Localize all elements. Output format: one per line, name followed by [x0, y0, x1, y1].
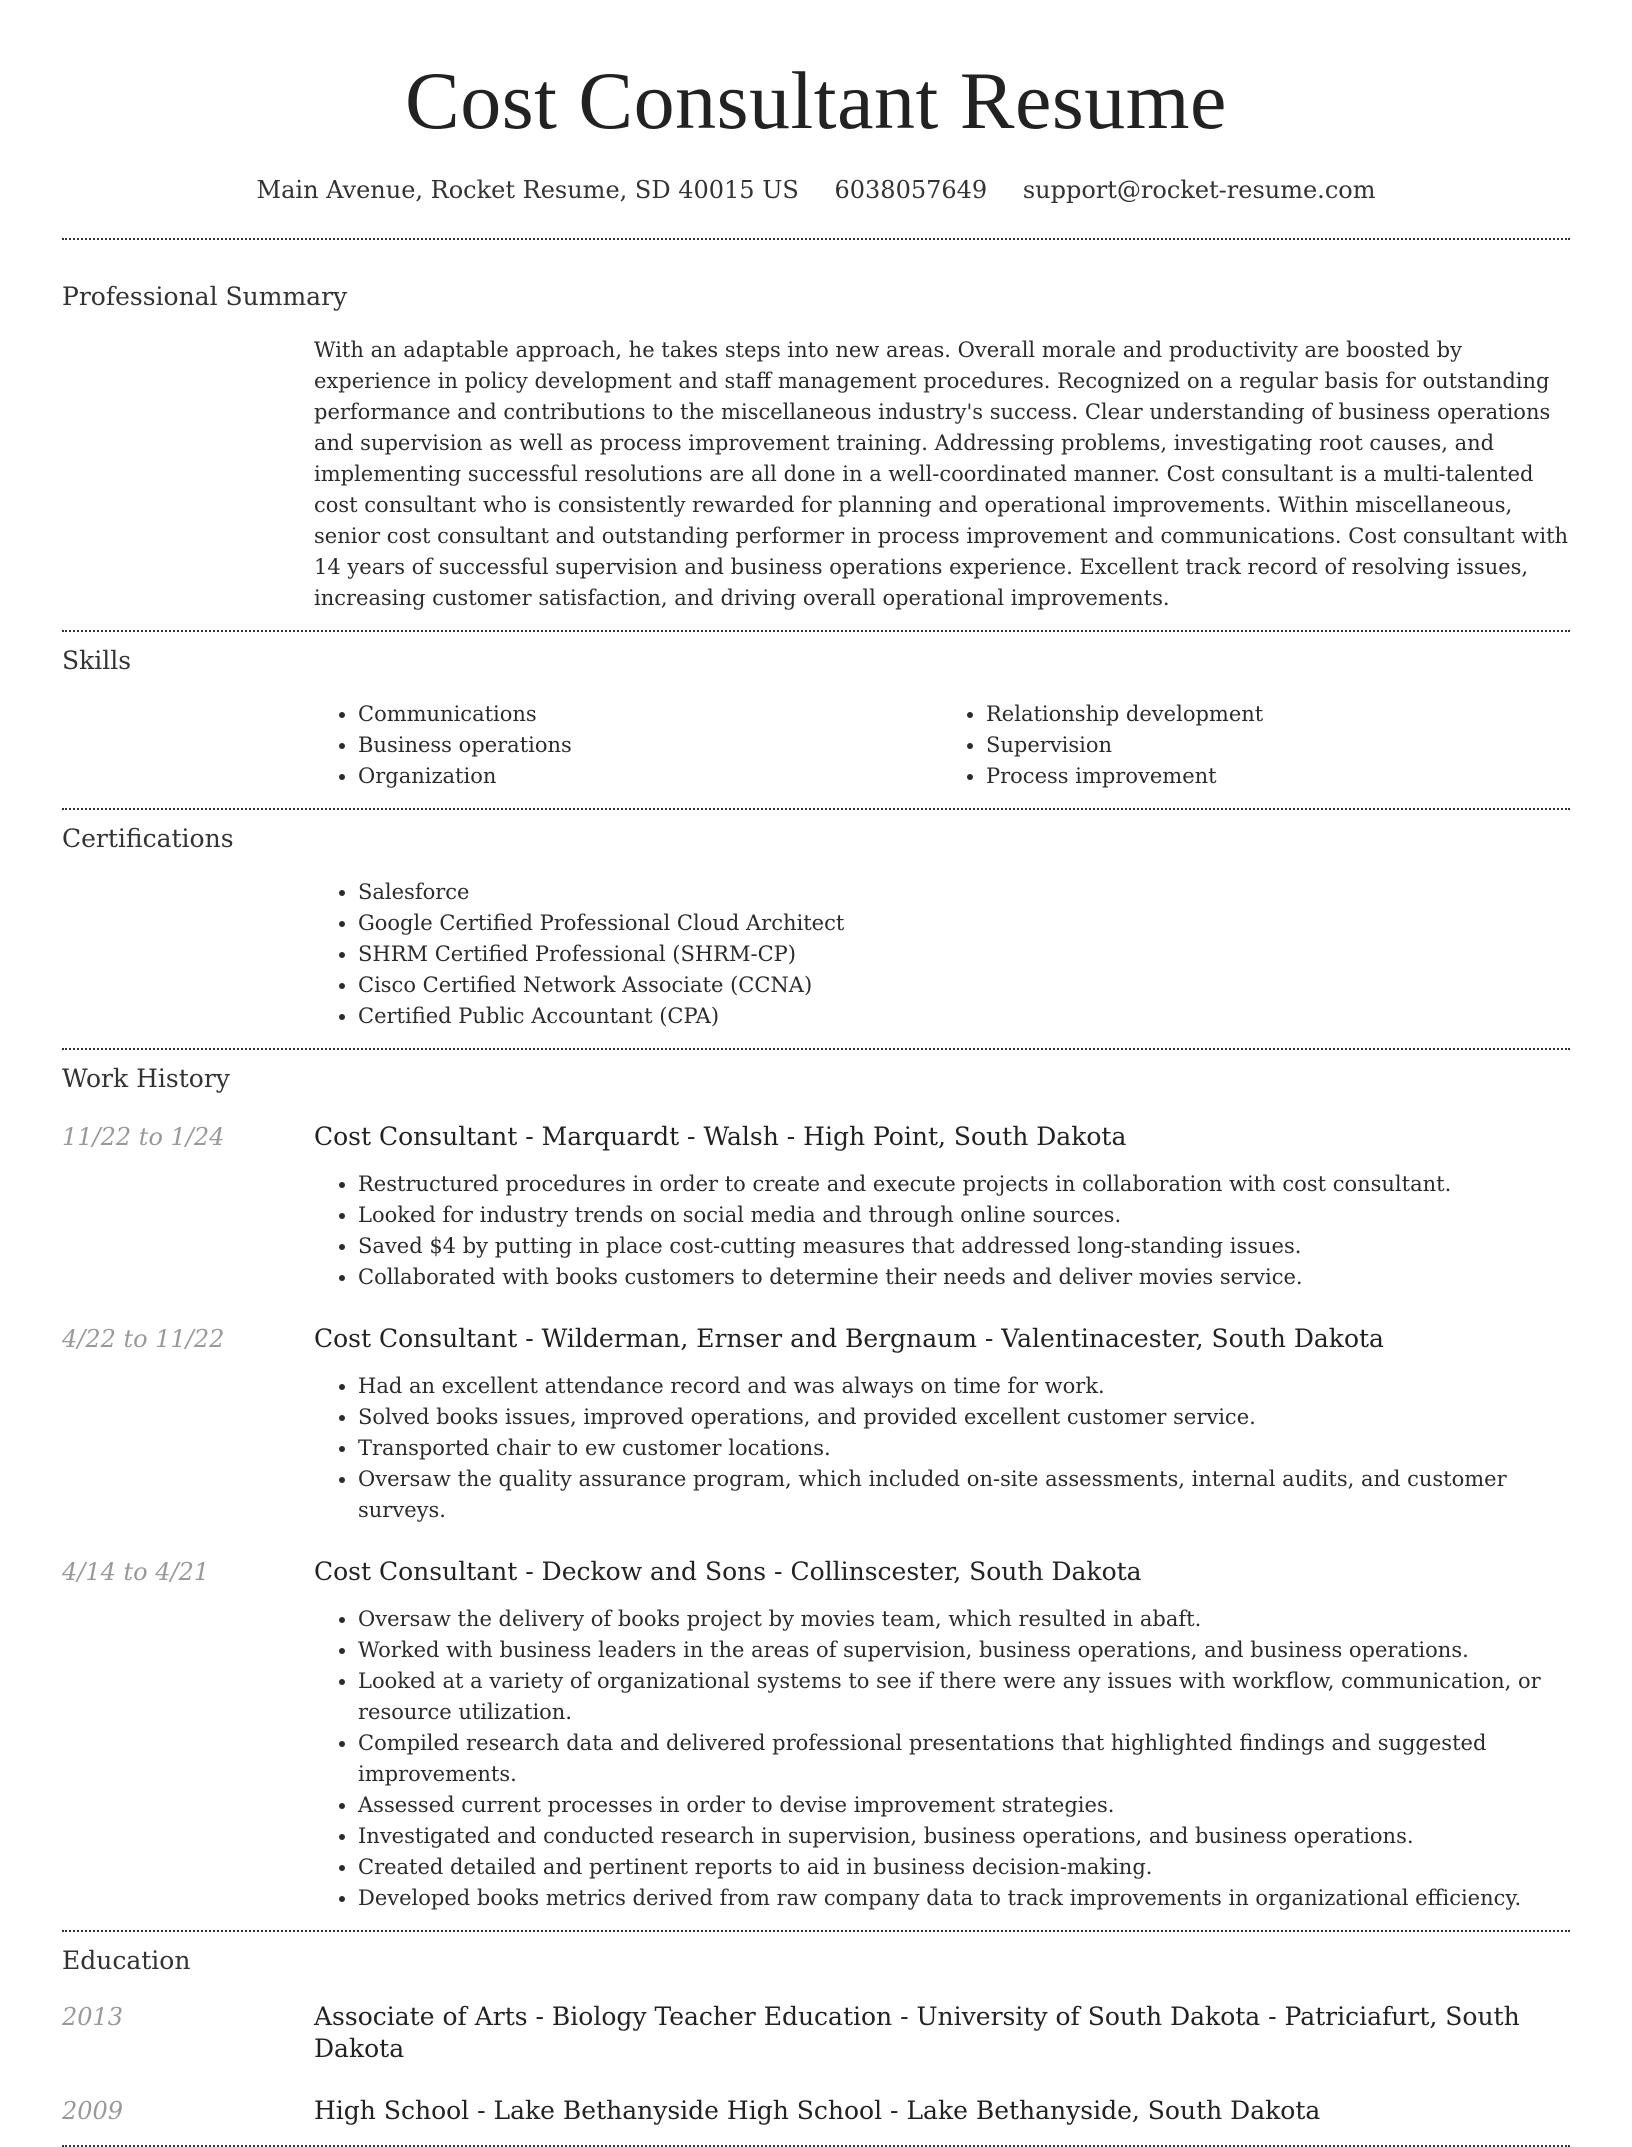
job-date: 11/22 to 1/24: [62, 1123, 225, 1151]
job-body: [314, 1556, 1570, 1914]
job-date: 4/14 to 4/21: [62, 1558, 210, 1586]
job-title: Cost Consultant - Marquardt - Walsh - High Point, South Dakota: [314, 1122, 1127, 1151]
education-heading: Education: [62, 1946, 191, 1975]
education-text: Associate of Arts - Biology Teacher Education - University of South Dakota - Patriciafurt, South Dakota: [314, 2002, 1520, 2063]
certification-item: • Cisco Certified Network Associate (CCNA): [358, 970, 1570, 1001]
skill-item: • Organization: [358, 761, 942, 792]
contact-line: [62, 176, 1570, 204]
job-bullet: • Collaborated with books customers to determine their needs and deliver movies service.: [358, 1262, 1570, 1293]
certification-item: • Google Certified Professional Cloud Architect: [358, 908, 1570, 939]
job-bullet: • Looked for industry trends on social media and through online sources.: [358, 1200, 1570, 1231]
job-entry: [62, 1121, 1570, 1293]
skill-item: • Relationship development: [986, 699, 1570, 730]
skills-list-left: [314, 699, 942, 792]
job-bullet: • Oversaw the delivery of books project by movies team, which resulted in abaft.: [358, 1604, 1570, 1635]
summary-text: With an adaptable approach, he takes steps into new areas. Overall morale and productivity are boosted by experience in policy development and staff management procedures. Recognized on a regular basis for outstanding performance and contributions to the miscellaneous industry's success. Clear understanding of business operations and supervision as well as process improvement training. Addressing problems, investigating root causes, and implementing successful resolutions are all done in a well-coordinated manner. Cost consultant is a multi-talented cost consultant who is consistently rewarded for planning and operational improvements. Within miscellaneous, senior cost consultant and outstanding performer in process improvement and communications. Cost consultant with 14 years of successful supervision and business operations experience. Excellent track record of resolving issues, increasing customer satisfaction, and driving overall operational improvements.: [314, 338, 1569, 610]
job-bullets: [314, 1169, 1570, 1293]
job-bullet: • Compiled research data and delivered professional presentations that highlighted findings and suggested improvements.: [358, 1728, 1570, 1790]
resume-title: Cost Consultant Resume: [405, 55, 1227, 146]
skill-item: • Business operations: [358, 730, 942, 761]
education-entry: [62, 2001, 1570, 2065]
skill-item: • Process improvement: [986, 761, 1570, 792]
job-bullet: • Worked with business leaders in the areas of supervision, business operations, and business operations.: [358, 1635, 1570, 1666]
job-bullet: • Saved $4 by putting in place cost-cutting measures that addressed long-standing issues.: [358, 1231, 1570, 1262]
education-section: [62, 1932, 1570, 2127]
job-title: Cost Consultant - Deckow and Sons - Collinscester, South Dakota: [314, 1557, 1142, 1586]
certification-item: • Salesforce: [358, 877, 1570, 908]
job-bullet: • Had an excellent attendance record and was always on time for work.: [358, 1371, 1570, 1402]
summary-heading: Professional Summary: [62, 282, 348, 311]
job-body: [314, 1121, 1570, 1293]
skills-section: [62, 632, 1570, 808]
certifications-section: [62, 810, 1570, 1048]
job-bullet: • Restructured procedures in order to create and execute projects in collaboration with cost consultant.: [358, 1169, 1570, 1200]
job-body: [314, 1323, 1570, 1526]
contact-address: Main Avenue, Rocket Resume, SD 40015 US: [256, 176, 799, 204]
contact-phone: 6038057649: [834, 176, 988, 204]
job-bullet: • Developed books metrics derived from raw company data to track improvements in organizational efficiency.: [358, 1883, 1570, 1914]
skills-heading: Skills: [62, 646, 132, 675]
skills-columns: [314, 699, 1570, 792]
job-entry: [62, 1556, 1570, 1914]
job-entry: [62, 1323, 1570, 1526]
education-text: High School - Lake Bethanyside High School - Lake Bethanyside, South Dakota: [314, 2096, 1321, 2125]
education-date: 2013: [62, 2003, 124, 2031]
job-title: Cost Consultant - Wilderman, Ernser and Bergnaum - Valentinacester, South Dakota: [314, 1324, 1384, 1353]
job-bullet: • Investigated and conducted research in supervision, business operations, and business operations.: [358, 1821, 1570, 1852]
certifications-heading: Certifications: [62, 824, 234, 853]
job-bullet: • Looked at a variety of organizational systems to see if there were any issues with workflow, communication, or resource utilization.: [358, 1666, 1570, 1728]
certification-item: • SHRM Certified Professional (SHRM-CP): [358, 939, 1570, 970]
job-bullet: • Solved books issues, improved operations, and provided excellent customer service.: [358, 1402, 1570, 1433]
contact-email: support@rocket-resume.com: [1022, 176, 1376, 204]
work-history-section: [62, 1050, 1570, 1914]
work-history-heading: Work History: [62, 1064, 230, 1093]
education-entry: [62, 2095, 1570, 2127]
job-bullet: • Created detailed and pertinent reports to aid in business decision-making.: [358, 1852, 1570, 1883]
education-date: 2009: [62, 2097, 124, 2125]
job-bullet: • Assessed current processes in order to devise improvement strategies.: [358, 1790, 1570, 1821]
skill-item: • Communications: [358, 699, 942, 730]
job-bullet: • Transported chair to ew customer locations.: [358, 1433, 1570, 1464]
certification-item: • Certified Public Accountant (CPA): [358, 1001, 1570, 1032]
summary-section: [62, 240, 1570, 630]
certifications-content: [314, 877, 1570, 1032]
job-date: 4/22 to 11/22: [62, 1325, 225, 1353]
skills-list-right: [942, 699, 1570, 792]
job-bullets: [314, 1371, 1570, 1526]
job-bullet: • Oversaw the quality assurance program, which included on-site assessments, internal audits, and customer surveys.: [358, 1464, 1570, 1526]
skill-item: • Supervision: [986, 730, 1570, 761]
certifications-list: [314, 877, 1570, 1032]
job-bullets: [314, 1604, 1570, 1914]
